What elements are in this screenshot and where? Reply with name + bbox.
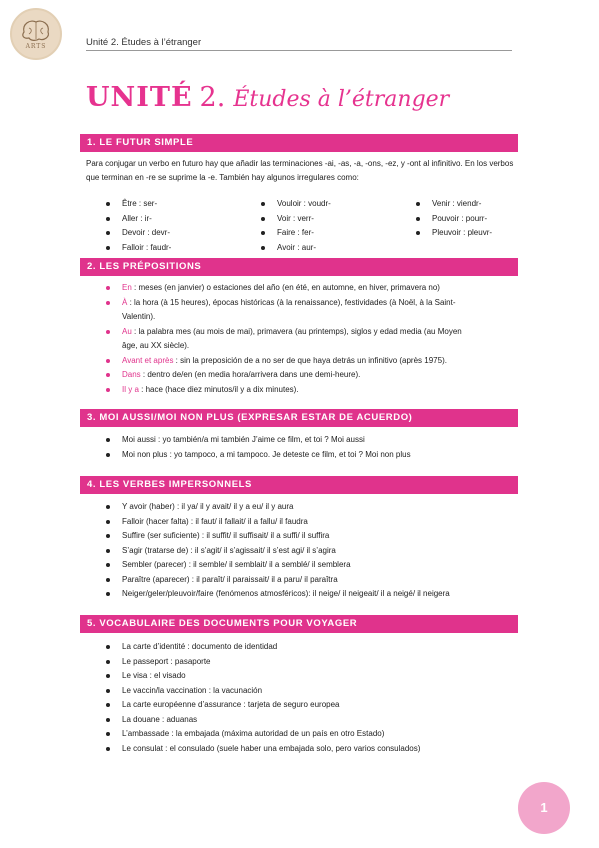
list-item: Aller : ir- — [104, 212, 254, 227]
title-unit: UNITÉ — [86, 82, 193, 113]
preposition-term: En — [122, 283, 132, 292]
logo-text: ARTS — [25, 43, 47, 50]
list-item: Devoir : devr- — [104, 226, 254, 241]
list-item: Être : ser- — [104, 197, 254, 212]
page-title — [86, 82, 449, 113]
list-item: Vouloir : voudr- — [259, 197, 409, 212]
list-item — [104, 281, 524, 296]
list-item: La douane : aduanas — [104, 713, 524, 728]
list-item: Pleuvoir : pleuvr- — [414, 226, 524, 241]
list-item: La carte européenne d’assurance : tarjeta de seguro europea — [104, 698, 524, 713]
preposition-text: : la palabra mes (au mois de mai), primavera (au printemps), siglos y edad media (au Moyen — [131, 326, 462, 336]
agreement-list — [104, 433, 524, 462]
preposition-term: Dans — [122, 370, 141, 379]
section-heading-futur-simple: 1. LE FUTUR SIMPLE — [80, 134, 518, 152]
preposition-term: Au — [122, 326, 132, 336]
section-heading-verbes-impersonnels: 4. LES VERBES IMPERSONNELS — [80, 476, 518, 494]
travel-documents-list — [104, 640, 524, 756]
list-item: Moi aussi : yo también/a mi también J’aime ce film, et toi ? Moi aussi — [104, 433, 524, 448]
brain-icon — [12, 10, 60, 58]
preposition-term: À — [122, 297, 128, 307]
title-subtitle: Études à l’étranger — [233, 87, 450, 112]
preposition-text-cont: Valentin). — [122, 312, 156, 321]
running-header: Unité 2. Études à l’étranger — [86, 37, 202, 48]
list-item: Suffire (ser suficiente) : il suffit/ il suffisait/ il a suffi/ il suffira — [104, 529, 524, 544]
list-item: L’ambassade : la embajada (máxima autoridad de un país en otro Estado) — [104, 727, 524, 742]
list-item: Neiger/geler/pleuvoir/faire (fenómenos atmosféricos): il neige/ il neigeait/ il a neigé/ il neigera — [104, 587, 524, 602]
preposition-text-cont: âge, au XX siècle). — [122, 341, 190, 350]
title-number: 2 — [199, 82, 217, 113]
list-item: Le visa : el visado — [104, 669, 524, 684]
list-item: Venir : viendr- — [414, 197, 524, 212]
header-divider — [86, 50, 512, 51]
list-item: Moi non plus : yo tampoco, a mi tampoco. Je deteste ce film, et toi ? Moi non plus — [104, 448, 524, 463]
preposition-text: : dentro de/en (en media hora/arrivera dans une demi-heure). — [140, 370, 361, 379]
list-item: Falloir (hacer falta) : il faut/ il fallait/ il a fallu/ il faudra — [104, 515, 524, 530]
title-dot: . — [216, 82, 226, 113]
list-item: Pouvoir : pourr- — [414, 212, 524, 227]
prepositions-list — [104, 281, 524, 397]
preposition-term: Avant et après — [122, 355, 174, 365]
list-item: Y avoir (haber) : il ya/ il y avait/ il y a eu/ il y aura — [104, 500, 524, 515]
irregular-verbs-col-2 — [259, 197, 409, 255]
list-item: Paraître (aparecer) : il paraît/ il paraissait/ il a paru/ il paraîtra — [104, 573, 524, 588]
impersonal-verbs-list — [104, 500, 524, 602]
preposition-text: : hace (hace diez minutos/il y a dix minutes). — [138, 384, 299, 394]
list-item: Faire : fer- — [259, 226, 409, 241]
list-item: S’agir (tratarse de) : il s’agit/ il s’agissait/ il s’est agi/ il s’agira — [104, 544, 524, 559]
section-heading-vocabulaire: 5. VOCABULAIRE DES DOCUMENTS POUR VOYAGER — [80, 615, 518, 633]
list-item — [104, 383, 524, 398]
irregular-verbs-col-3 — [414, 197, 524, 241]
list-item: La carte d’identité : documento de identidad — [104, 640, 524, 655]
section-heading-moi-aussi: 3. MOI AUSSI/MOI NON PLUS (EXPRESAR ESTAR DE ACUERDO) — [80, 409, 518, 427]
page-number-badge: 1 — [518, 782, 570, 834]
list-item: Voir : verr- — [259, 212, 409, 227]
preposition-term: Il y a — [122, 384, 139, 394]
list-item — [104, 354, 524, 369]
list-item: Avoir : aur- — [259, 241, 409, 256]
list-item: Sembler (parecer) : il semble/ il semblait/ il a semblé/ il semblera — [104, 558, 524, 573]
logo — [10, 8, 62, 60]
list-item — [104, 296, 524, 325]
list-item — [104, 368, 524, 383]
list-item: Le vaccin/la vaccination : la vacunación — [104, 684, 524, 699]
preposition-text: : sin la preposición de a no ser de que haya detrás un infinitivo (après 1975). — [173, 355, 447, 365]
futur-intro: Para conjugar un verbo en futuro hay que añadir las terminaciones -ai, -as, -a, -ons, -ez, y -ont al infinitivo. En los verbos que terminan en -re se suprime la -e. También hay algunos irregulares como: — [86, 159, 514, 182]
list-item: Le passeport : pasaporte — [104, 655, 524, 670]
preposition-text: : la hora (à 15 heures), épocas históricas (à la renaissance), festividades (à Noël, à la Saint- — [127, 297, 456, 307]
section-heading-prepositions: 2. LES PRÉPOSITIONS — [80, 258, 518, 276]
list-item: Falloir : faudr- — [104, 241, 254, 256]
irregular-verbs-col-1 — [104, 197, 254, 255]
preposition-text: : meses (en janvier) o estaciones del año (en été, en automne, en hiver, primavera no) — [131, 283, 440, 292]
list-item: Le consulat : el consulado (suele haber una embajada solo, pero varios consulados) — [104, 742, 524, 757]
list-item — [104, 325, 524, 354]
